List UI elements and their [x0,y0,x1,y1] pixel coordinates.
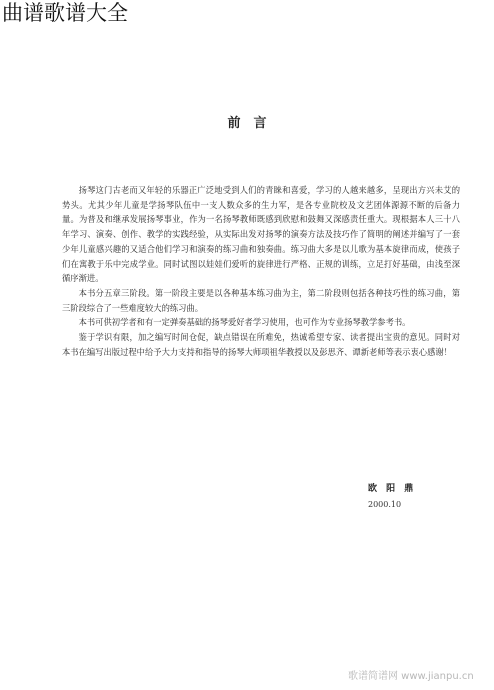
paragraph-4: 鉴于学识有限，加之编写时间仓促，缺点错误在所难免，热诚希望专家、读者提出宝贵的意见。同时对本书在编写出版过程中给予大力支持和指导的扬琴大师项祖华教授以及彭思齐、谭新老师等表示衷心感谢！ [62,332,460,357]
page-heading: 前言 [227,116,280,131]
site-watermark: 歌谱简谱网 www.jianpu.cn [348,671,474,682]
author-signature: 欧 阳 鼎 [368,484,417,494]
signature-date: 2000.10 [368,500,402,509]
paragraph-1: 扬琴这门古老而又年轻的乐器正广泛地受到人们的青睐和喜爱，学习的人越来越多，呈现出方兴未艾的势头。尤其少年儿童是学扬琴队伍中一支人数众多的生力军，是各专业院校及文艺团体源源不断的后备力量。为普及和继承发展扬琴事业，作为一名扬琴教师既感到欣慰和鼓舞又深感责任重大。现根据本人三十八年学习、演奏、创作、教学的实践经验，从实际出发对扬琴的演奏方法及技巧作了简明的阐述并编写了一套少年儿童感兴趣的又适合他们学习和演奏的练习曲和独奏曲。练习曲大多是以儿歌为基本旋律而成，使孩子们在寓教于乐中完成学业。同时试图以娃娃们爱听的旋律进行严格、正规的训练，立足打好基础，由浅至深循序渐进。 [62,185,460,284]
paragraph-2: 本书分五章三阶段。第一阶段主要是以各种基本练习曲为主，第二阶段则包括各种技巧性的练习曲，第三阶段综合了一些难度较大的练习曲。 [62,287,460,313]
preface-body [62,183,460,359]
paragraph-3: 本书可供初学者和有一定弹奏基础的扬琴爱好者学习使用，也可作为专业扬琴教学参考书。 [78,317,411,328]
site-title: 曲谱歌谱大全 [2,1,128,25]
